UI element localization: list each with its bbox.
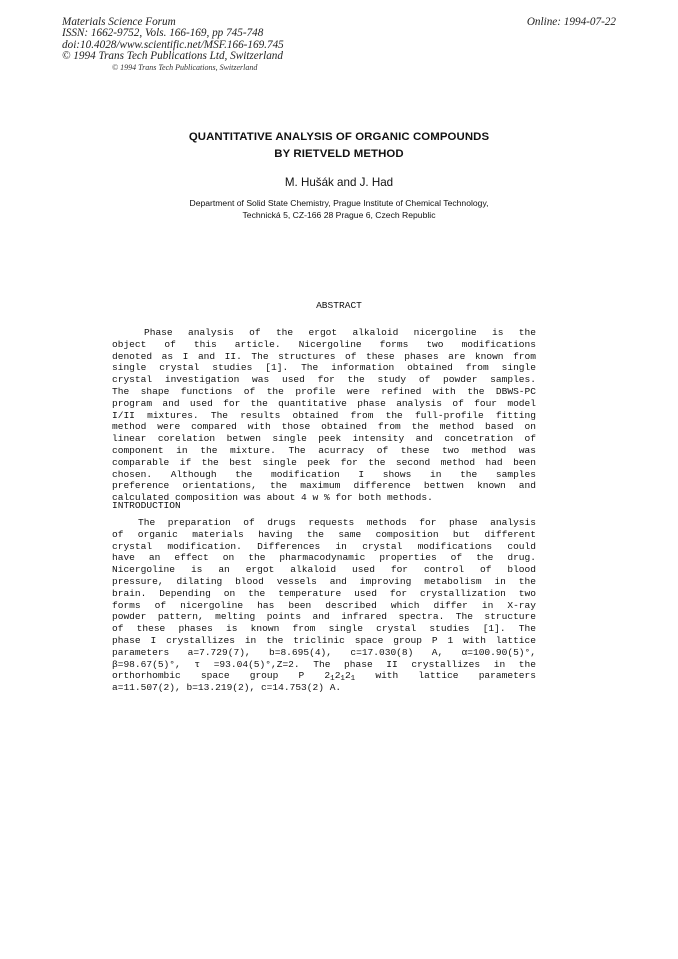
intro-line: a=11.507(2), b=13.219(2), c=14.753(2) A. xyxy=(112,682,342,694)
title-line-2: BY RIETVELD METHOD xyxy=(274,148,404,160)
abstract-line: crystal investigation was used for the study of powder samples. xyxy=(112,374,536,386)
affiliation-line-2: Technická 5, CZ-166 28 Prague 6, Czech Republic xyxy=(242,210,436,220)
doi-link[interactable]: doi:10.4028/www.scientific.net/MSF.166-169.745 xyxy=(62,38,284,51)
intro-line: powder pattern, melting points and infrared spectra. The structure xyxy=(112,611,536,623)
intro-line-space-group xyxy=(112,670,536,682)
citation-block xyxy=(62,17,284,63)
faded-copyright: © 1994 Trans Tech Publications, Switzerland xyxy=(112,63,258,72)
title-line-1: QUANTITATIVE ANALYSIS OF ORGANIC COMPOUNDS xyxy=(188,131,490,143)
intro-line: of organic materials having the same composition but different xyxy=(112,528,536,540)
intro-line: pressure, dilating blood vessels and improving metabolism in the xyxy=(112,575,536,587)
abstract-line: chosen. Although the modification I shows in the samples xyxy=(112,468,536,480)
space-group-text: 2 xyxy=(344,670,351,682)
intro-line: parameters a=7.729(7), b=8.695(4), c=17.030(8) A, α=100.90(5)°, xyxy=(112,646,536,658)
intro-line: crystal modification. Differences in crystal modifications could xyxy=(112,540,536,552)
intro-line: β=98.67(5)°, τ =93.04(5)°,Z=2. The phase II crystallizes in the xyxy=(112,658,536,670)
space-group-text: with lattice parameters xyxy=(355,670,536,682)
intro-line: Nicergoline is an ergot alkaloid used for control of blood xyxy=(112,564,536,576)
abstract-line: I/II mixtures. The results obtained from the full-profile fitting xyxy=(112,409,536,421)
introduction-body xyxy=(112,517,536,694)
subscript: 1 xyxy=(330,675,335,684)
abstract-line: calculated composition was about 4 w % for both methods. xyxy=(112,492,433,504)
space-group-text: 2 xyxy=(334,670,341,682)
abstract-line: program and used for the quantitative phase analysis of four model xyxy=(112,397,536,409)
online-date: Online: 1994-07-22 xyxy=(526,16,616,28)
issn-line: ISSN: 1662-9752, Vols. 166-169, pp 745-748 xyxy=(62,27,264,40)
abstract-line: linear corelation betwen single peek intensity and concetration of xyxy=(112,433,536,445)
subscript: 1 xyxy=(340,675,345,684)
abstract-line: denoted as I and II. The structures of these phases are known from xyxy=(112,350,536,362)
abstract-line: Phase analysis of the ergot alkaloid nicergoline is the xyxy=(144,327,536,338)
intro-line: have an effect on the pharmacodynamic properties of the drug. xyxy=(112,552,536,564)
intro-line: of these phases is known from single crystal studies [1]. The xyxy=(112,623,536,635)
abstract-line: method were compared with those obtained from the method based on xyxy=(112,421,536,433)
intro-line: The preparation of drugs requests methods for phase analysis xyxy=(138,517,536,528)
abstract-line: comparable if the best single peek for the second method had been xyxy=(112,456,536,468)
abstract-line: preference orientations, the maximum difference bettwen known and xyxy=(112,480,536,492)
introduction-heading: INTRODUCTION xyxy=(112,500,181,511)
journal-name: Materials Science Forum xyxy=(62,16,176,28)
space-group-text: orthorhombic space group P 2 xyxy=(112,670,331,682)
abstract-heading: ABSTRACT xyxy=(316,300,362,311)
intro-line: brain. Depending on the temperature used for crystallization two xyxy=(112,587,536,599)
intro-line: forms of nicergoline has been described which differ in X-ray xyxy=(112,599,536,611)
subscript: 1 xyxy=(350,675,356,684)
abstract-line: The shape functions of the profile were refined with the DBWS-PC xyxy=(112,385,536,397)
abstract-line: object of this article. Nicergoline forms two modifications xyxy=(112,338,536,350)
copyright-line: © 1994 Trans Tech Publications Ltd, Switzerland xyxy=(62,50,283,63)
abstract-body xyxy=(112,327,536,504)
abstract-line: component in the mixture. The acurracy of these two method was xyxy=(112,444,536,456)
intro-line: phase I crystallizes in the triclinic space group P 1 with lattice xyxy=(112,634,536,646)
authors: M. Hušák and J. Had xyxy=(284,176,394,189)
abstract-line: single crystal studies [1]. The information obtained from single xyxy=(112,362,536,374)
affiliation-line-1: Department of Solid State Chemistry, Prague Institute of Chemical Technology, xyxy=(189,198,489,208)
